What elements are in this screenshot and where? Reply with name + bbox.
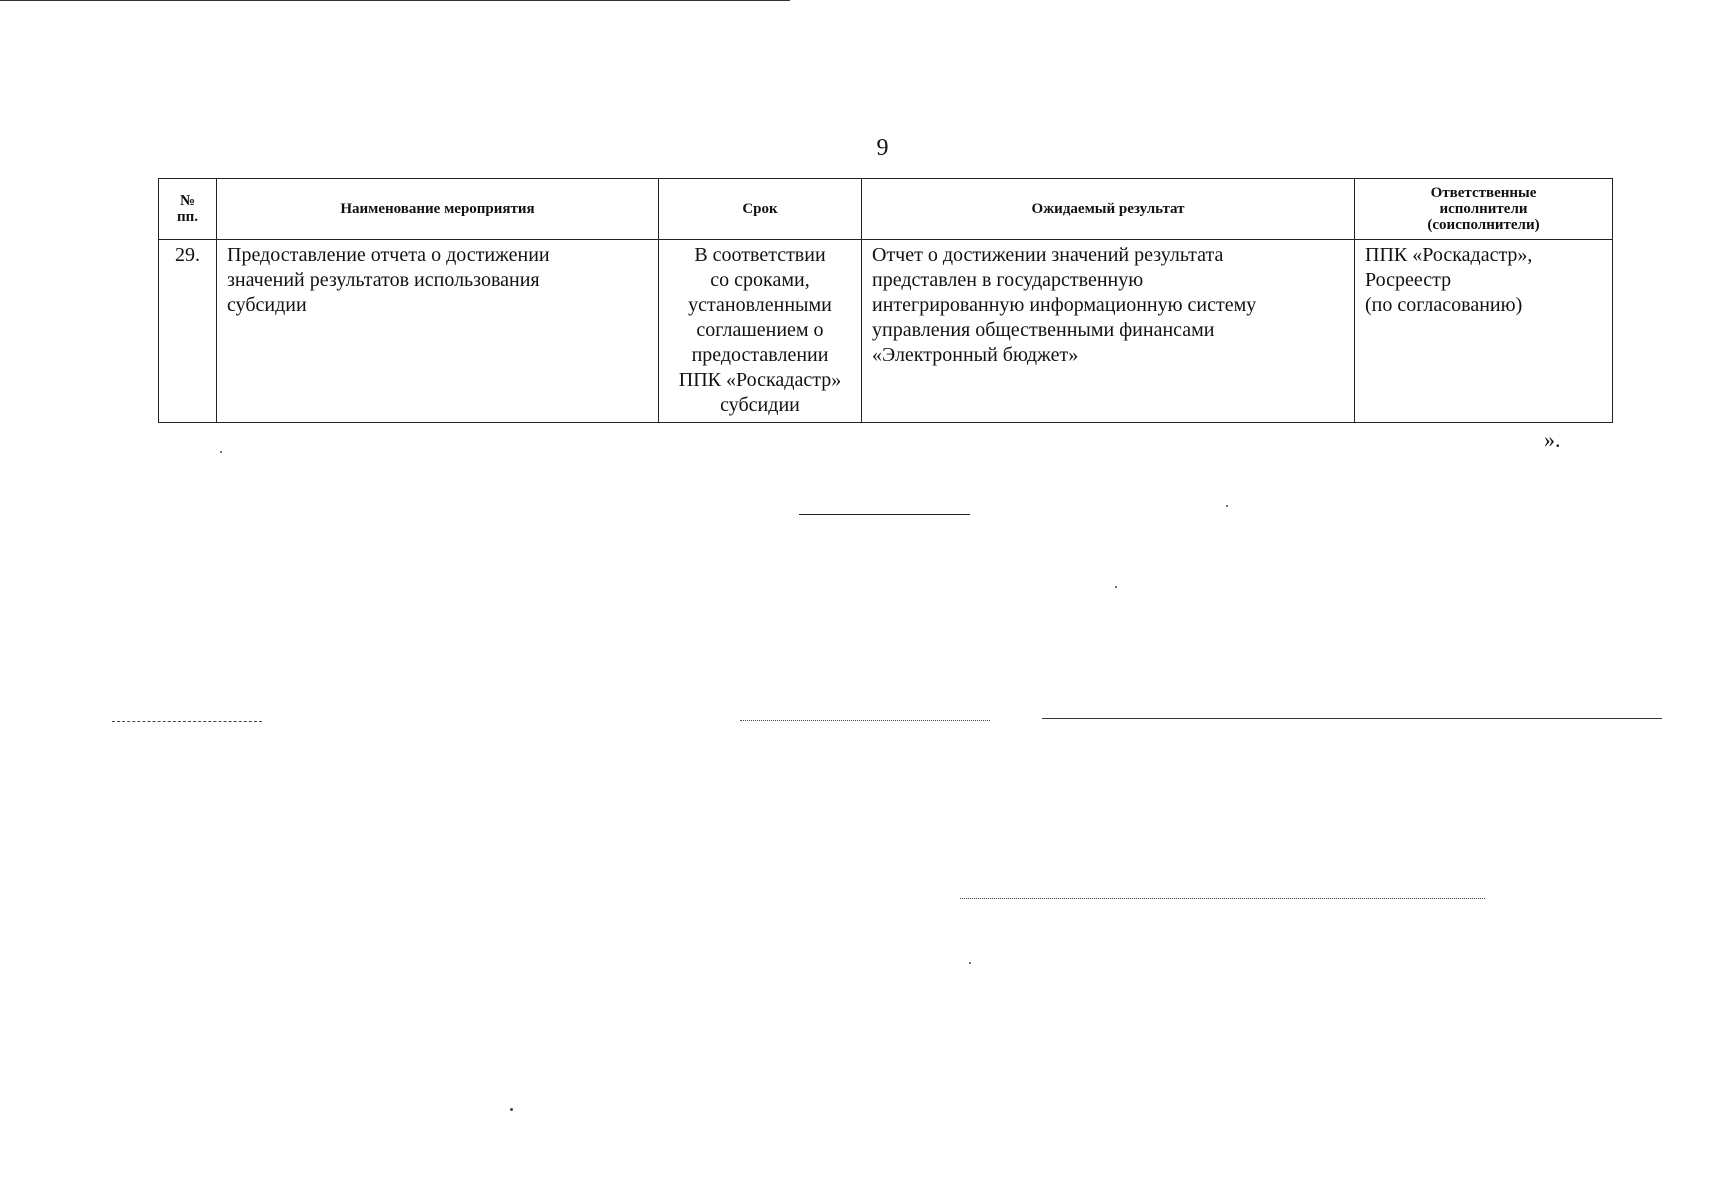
scan-speck [969, 962, 971, 964]
scan-speck [1226, 505, 1228, 507]
cell-result: Отчет о достижении значений результата представлен в государственную интегрированную информационную систему управления общественными финансами «Электронный бюджет» [862, 240, 1355, 423]
header-responsible: Ответственные исполнители (соисполнители) [1355, 179, 1613, 240]
scan-artifact-dashes [112, 721, 262, 722]
scan-artifact-line [0, 0, 790, 1]
scan-artifact-line [1042, 718, 1662, 719]
header-deadline: Срок [659, 179, 862, 240]
scan-artifact-dashes [740, 720, 990, 721]
cell-number: 29. [159, 240, 217, 423]
measures-table [158, 178, 1613, 423]
scan-speck [510, 1108, 513, 1111]
header-result: Ожидаемый результат [862, 179, 1355, 240]
page-number: 9 [876, 135, 889, 161]
header-number: № пп. [159, 179, 217, 240]
scan-artifact-dashes [960, 898, 1485, 899]
scan-speck [1115, 586, 1117, 588]
table-header-row [159, 179, 1613, 240]
table-row [159, 240, 1613, 423]
separator-line [799, 514, 970, 515]
cell-deadline: В соответствии со сроками, установленными соглашением о предоставлении ППК «Роскадастр» субсидии [659, 240, 862, 423]
closing-quote: ». [1544, 427, 1561, 452]
scan-speck [220, 451, 222, 453]
cell-responsible: ППК «Роскадастр», Росреестр (по согласованию) [1355, 240, 1613, 423]
header-name: Наименование мероприятия [217, 179, 659, 240]
cell-name: Предоставление отчета о достижении значений результатов использования субсидии [217, 240, 659, 423]
